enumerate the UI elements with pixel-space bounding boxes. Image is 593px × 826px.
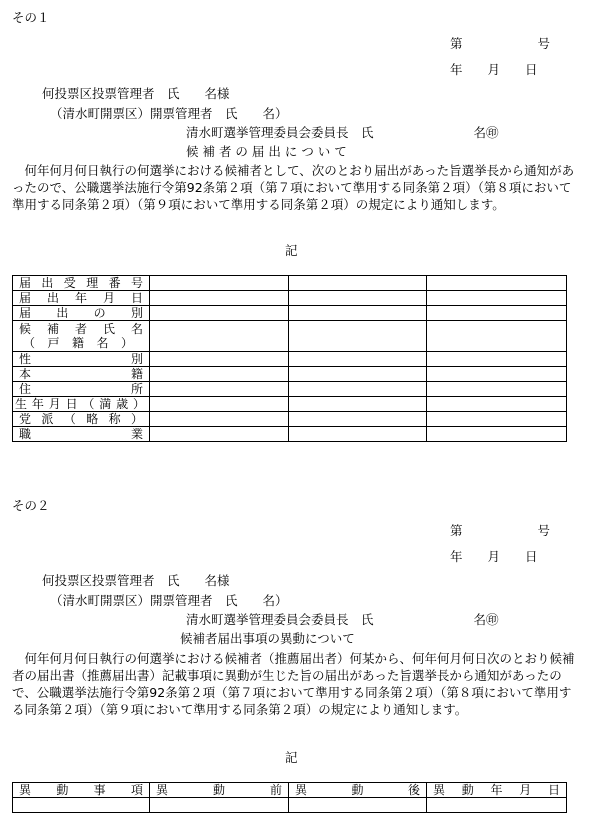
table-cell [427, 321, 567, 352]
table-cell [427, 367, 567, 382]
table-row [13, 321, 567, 352]
table-cell [289, 412, 427, 427]
table-row [13, 352, 567, 367]
table-cell [289, 382, 427, 397]
header-cell: 異動後 [289, 783, 427, 798]
table-cell [13, 798, 150, 813]
table-cell [150, 352, 289, 367]
table-row [13, 397, 567, 412]
table-row [13, 427, 567, 442]
table-cell [427, 306, 567, 321]
recipient: 何投票区投票管理者 氏 名様 [42, 573, 230, 588]
table-cell [427, 798, 567, 813]
table-cell [150, 291, 289, 306]
notice-body: 何年何月何日執行の何選挙における候補者として、次のとおり届出があった旨選挙長から通知があったので、公職選挙法施行令第92条第２項（第７項において準用する同条第２項）（第８項において準用する同条第２項）（第９項において準用する同条第２項）の規定により通知します。 [12, 163, 575, 212]
date-line: 年 月 日 [450, 549, 538, 564]
row-label: 住所 [13, 382, 150, 397]
sender: 清水町選挙管理委員会委員長 氏 名㊞ [186, 125, 499, 140]
table-cell [150, 397, 289, 412]
table-cell [150, 798, 289, 813]
notice-body: 何年何月何日執行の何選挙における候補者（推薦届出者）何某から、何年何月何日次のとおり候補者の届出書（推薦届出書）記載事項に異動が生じた旨の届出があった旨選挙長から通知があったので、公職選挙法施行令第92条第２項（第７項において準用する同条第２項）（第８項において準用する同条第２項）（第９項において準用する同条第２項）の規定により通知します。 [12, 651, 575, 717]
table-cell [289, 321, 427, 352]
table-cell [289, 427, 427, 442]
header-cell: 異動年月日 [427, 783, 567, 798]
section-2-label: その２ [12, 498, 50, 513]
row-label: 届出受理番号 [13, 276, 150, 291]
table-row [13, 367, 567, 382]
table-cell [289, 306, 427, 321]
table-cell [427, 352, 567, 367]
sender: 清水町選挙管理委員会委員長 氏 名㊞ [186, 612, 499, 627]
table-cell [289, 397, 427, 412]
table-row [13, 382, 567, 397]
date-line: 年 月 日 [450, 62, 538, 77]
table-cell [150, 412, 289, 427]
table-cell [150, 367, 289, 382]
table-cell [150, 382, 289, 397]
row-label-main: 候補者氏名 [19, 322, 143, 336]
notice-title: 候 補 者 の 届 出 に つ い て [186, 144, 347, 159]
document-number-line: 第 号 [450, 36, 551, 51]
table-cell [427, 382, 567, 397]
table-cell [150, 427, 289, 442]
table-cell [427, 291, 567, 306]
table-cell [427, 412, 567, 427]
table-cell [427, 427, 567, 442]
table-header-row [13, 783, 567, 798]
table-row [13, 291, 567, 306]
table-cell [289, 367, 427, 382]
recipient: 何投票区投票管理者 氏 名様 [42, 86, 230, 101]
row-label: 職業 [13, 427, 150, 442]
table-cell [289, 291, 427, 306]
row-label-sub: （戸籍名） [23, 336, 133, 350]
table-cell [289, 798, 427, 813]
row-label: 性別 [13, 352, 150, 367]
change-table [12, 782, 567, 813]
header-cell: 異動前 [150, 783, 289, 798]
table-cell [150, 306, 289, 321]
row-label [13, 321, 150, 352]
table-row [13, 798, 567, 813]
document-number-line: 第 号 [450, 523, 551, 538]
ki-mark: 記 [285, 750, 298, 765]
table-cell [289, 276, 427, 291]
ki-mark: 記 [285, 243, 298, 258]
table-cell [427, 276, 567, 291]
table-row [13, 306, 567, 321]
row-label: 生年月日（満歳） [13, 397, 150, 412]
table-cell [150, 321, 289, 352]
row-label: 本籍 [13, 367, 150, 382]
table-row [13, 276, 567, 291]
header-cell: 異動事項 [13, 783, 150, 798]
row-label: 党派（略称） [13, 412, 150, 427]
row-label: 届出の別 [13, 306, 150, 321]
table-cell [289, 352, 427, 367]
row-label: 届出年月日 [13, 291, 150, 306]
candidate-table [12, 275, 567, 442]
notice-title: 候補者届出事項の異動について [180, 631, 355, 646]
table-row [13, 412, 567, 427]
table-cell [150, 276, 289, 291]
table-cell [427, 397, 567, 412]
recipient-sub: （清水町開票区）開票管理者 氏 名） [50, 106, 288, 121]
recipient-sub: （清水町開票区）開票管理者 氏 名） [50, 593, 288, 608]
section-1-label: その１ [12, 10, 50, 25]
